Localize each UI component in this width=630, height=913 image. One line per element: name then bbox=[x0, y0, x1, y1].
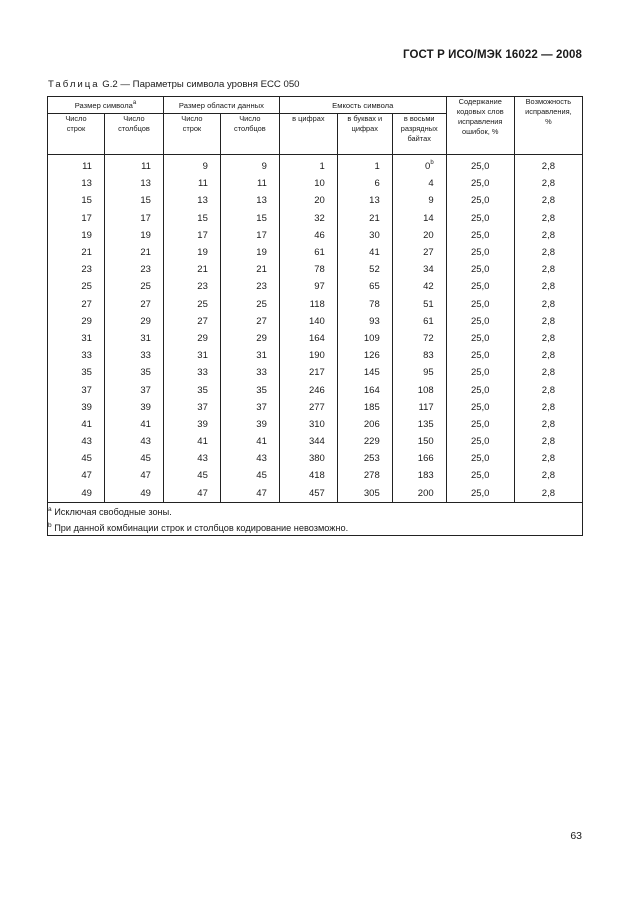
table-cell: 15 bbox=[104, 192, 163, 209]
table-cell: 47 bbox=[163, 485, 220, 503]
table-row bbox=[48, 175, 583, 192]
table-cell: 31 bbox=[163, 347, 220, 364]
table-cell: 23 bbox=[220, 278, 279, 295]
table-row bbox=[48, 210, 583, 227]
table-row bbox=[48, 227, 583, 244]
table-cell: 61 bbox=[392, 313, 446, 330]
table-cell: 2,8 bbox=[514, 364, 582, 381]
table-cell: 206 bbox=[337, 416, 392, 433]
table-cell: 33 bbox=[48, 347, 105, 364]
table-cell: 164 bbox=[337, 381, 392, 398]
table-row bbox=[48, 158, 583, 175]
table-cell: 2,8 bbox=[514, 278, 582, 295]
table-cell: 190 bbox=[279, 347, 337, 364]
table-cell: 61 bbox=[279, 244, 337, 261]
table-cell: 97 bbox=[279, 278, 337, 295]
table-cell: 277 bbox=[279, 399, 337, 416]
table-cell: 4 bbox=[392, 175, 446, 192]
table-cell: 29 bbox=[163, 330, 220, 347]
table-cell: 95 bbox=[392, 364, 446, 381]
table-cell: 17 bbox=[163, 227, 220, 244]
table-cell: 32 bbox=[279, 210, 337, 227]
table-cell: 25,0 bbox=[446, 192, 514, 209]
table-cell: 380 bbox=[279, 450, 337, 467]
table-cell: 49 bbox=[48, 485, 105, 503]
table-cell: 15 bbox=[163, 210, 220, 227]
table-cell: 39 bbox=[104, 399, 163, 416]
table-cell: 47 bbox=[104, 467, 163, 484]
table-cell: 25,0 bbox=[446, 261, 514, 278]
table-cell: 164 bbox=[279, 330, 337, 347]
table-caption bbox=[48, 79, 300, 90]
table-cell: 25,0 bbox=[446, 347, 514, 364]
table-cell: 37 bbox=[220, 399, 279, 416]
table-cell: 2,8 bbox=[514, 433, 582, 450]
table-cell: 25,0 bbox=[446, 450, 514, 467]
table-cell: 229 bbox=[337, 433, 392, 450]
table-cell: 185 bbox=[337, 399, 392, 416]
table-cell: 25,0 bbox=[446, 244, 514, 261]
table-cell: 25,0 bbox=[446, 330, 514, 347]
table-cell: 344 bbox=[279, 433, 337, 450]
table-cell: 2,8 bbox=[514, 485, 582, 503]
table-cell: 1 bbox=[279, 158, 337, 175]
header-bytes: в восьми разрядных байтах bbox=[392, 114, 446, 155]
table-cell: 51 bbox=[392, 296, 446, 313]
table-cell: 35 bbox=[48, 364, 105, 381]
header-capacity: Емкость символа bbox=[279, 97, 446, 114]
table-cell: 140 bbox=[279, 313, 337, 330]
table-cell: 45 bbox=[104, 450, 163, 467]
table-cell: 25 bbox=[104, 278, 163, 295]
table-cell: 39 bbox=[220, 416, 279, 433]
table-cell: 17 bbox=[48, 210, 105, 227]
table-cell: 305 bbox=[337, 485, 392, 503]
table-cell: 19 bbox=[220, 244, 279, 261]
header-data-cols: Число столбцов bbox=[220, 114, 279, 155]
table-row bbox=[48, 261, 583, 278]
table-cell: 278 bbox=[337, 467, 392, 484]
table-cell: 49 bbox=[104, 485, 163, 503]
table-cell: 2,8 bbox=[514, 467, 582, 484]
table-cell: 31 bbox=[104, 330, 163, 347]
table-cell: 83 bbox=[392, 347, 446, 364]
table-row bbox=[48, 485, 583, 503]
table-cell: 33 bbox=[163, 364, 220, 381]
table-cell: 13 bbox=[163, 192, 220, 209]
table-cell: 13 bbox=[337, 192, 392, 209]
header-symbol-size: Размер символа$^a$ bbox=[48, 97, 164, 114]
table-row bbox=[48, 192, 583, 209]
table-cell: 21 bbox=[48, 244, 105, 261]
table-cell: 2,8 bbox=[514, 210, 582, 227]
table-cell: 47 bbox=[48, 467, 105, 484]
table-cell: 2,8 bbox=[514, 296, 582, 313]
table-cell: 135 bbox=[392, 416, 446, 433]
table-row bbox=[48, 381, 583, 398]
table-cell: 29 bbox=[220, 330, 279, 347]
table-cell: 418 bbox=[279, 467, 337, 484]
table-cell: 41 bbox=[220, 433, 279, 450]
header-digits: в цифрах bbox=[279, 114, 337, 155]
table-cell: 17 bbox=[220, 227, 279, 244]
table-cell: 23 bbox=[48, 261, 105, 278]
table-cell: 31 bbox=[48, 330, 105, 347]
table-cell: 2,8 bbox=[514, 347, 582, 364]
page-number: 63 bbox=[570, 830, 582, 842]
table-cell: 30 bbox=[337, 227, 392, 244]
table-cell: 11 bbox=[104, 158, 163, 175]
table-cell: 108 bbox=[392, 381, 446, 398]
table-cell: 25 bbox=[163, 296, 220, 313]
table-row bbox=[48, 416, 583, 433]
table-cell: 20 bbox=[392, 227, 446, 244]
table-cell: 23 bbox=[104, 261, 163, 278]
header-cols: Число столбцов bbox=[104, 114, 163, 155]
table-row bbox=[48, 467, 583, 484]
table-row bbox=[48, 399, 583, 416]
table-cell: 19 bbox=[163, 244, 220, 261]
table-cell: 41 bbox=[104, 416, 163, 433]
table-cell: 0$^b$ bbox=[392, 158, 446, 175]
table-cell: 25,0 bbox=[446, 399, 514, 416]
table-cell: 25,0 bbox=[446, 227, 514, 244]
table-cell: 2,8 bbox=[514, 450, 582, 467]
table-cell: 43 bbox=[220, 450, 279, 467]
footnote-mark: b bbox=[430, 160, 434, 167]
table-cell: 23 bbox=[163, 278, 220, 295]
parameters-table bbox=[47, 96, 583, 536]
table-cell: 25,0 bbox=[446, 175, 514, 192]
table-row bbox=[48, 278, 583, 295]
table-cell: 457 bbox=[279, 485, 337, 503]
table-cell: 13 bbox=[220, 192, 279, 209]
table-cell: 45 bbox=[220, 467, 279, 484]
caption-title: G.2 — Параметры символа уровня ЕСС 050 bbox=[102, 79, 300, 90]
table-row bbox=[48, 433, 583, 450]
table-cell: 117 bbox=[392, 399, 446, 416]
table-cell: 9 bbox=[220, 158, 279, 175]
table-cell: 14 bbox=[392, 210, 446, 227]
table-cell: 126 bbox=[337, 347, 392, 364]
table-cell: 13 bbox=[48, 175, 105, 192]
table-cell: 33 bbox=[220, 364, 279, 381]
table-cell: 2,8 bbox=[514, 381, 582, 398]
table-cell: 2,8 bbox=[514, 227, 582, 244]
table-row bbox=[48, 244, 583, 261]
table-cell: 37 bbox=[163, 399, 220, 416]
document-header: ГОСТ Р ИСО/МЭК 16022 — 2008 bbox=[403, 49, 582, 61]
table-cell: 21 bbox=[163, 261, 220, 278]
table-cell: 43 bbox=[48, 433, 105, 450]
table-cell: 2,8 bbox=[514, 313, 582, 330]
table-cell: 21 bbox=[337, 210, 392, 227]
table-cell: 200 bbox=[392, 485, 446, 503]
table-cell: 21 bbox=[104, 244, 163, 261]
table-cell: 52 bbox=[337, 261, 392, 278]
table-cell: 93 bbox=[337, 313, 392, 330]
table-cell: 25,0 bbox=[446, 433, 514, 450]
table-notes bbox=[48, 502, 583, 535]
table-cell: 13 bbox=[104, 175, 163, 192]
table-cell: 145 bbox=[337, 364, 392, 381]
table-cell: 2,8 bbox=[514, 399, 582, 416]
table-cell: 65 bbox=[337, 278, 392, 295]
table-cell: 35 bbox=[163, 381, 220, 398]
table-cell: 25,0 bbox=[446, 381, 514, 398]
table-cell: 34 bbox=[392, 261, 446, 278]
table-cell: 39 bbox=[163, 416, 220, 433]
table-cell: 2,8 bbox=[514, 244, 582, 261]
table-cell: 166 bbox=[392, 450, 446, 467]
table-cell: 43 bbox=[163, 450, 220, 467]
table-cell: 118 bbox=[279, 296, 337, 313]
table-cell: 25,0 bbox=[446, 313, 514, 330]
table-cell: 15 bbox=[220, 210, 279, 227]
table-row bbox=[48, 347, 583, 364]
table-cell: 25,0 bbox=[446, 364, 514, 381]
table-cell: 25,0 bbox=[446, 467, 514, 484]
table-cell: 35 bbox=[220, 381, 279, 398]
table-cell: 11 bbox=[163, 175, 220, 192]
header-letters-digits: в буквах и цифрах bbox=[337, 114, 392, 155]
table-cell: 10 bbox=[279, 175, 337, 192]
table-row bbox=[48, 450, 583, 467]
header-correction: Возможность исправления, % bbox=[514, 97, 582, 155]
table-cell: 253 bbox=[337, 450, 392, 467]
header-codewords: Содержание кодовых слов исправления ошибок, % bbox=[446, 97, 514, 155]
note-a: $^a$ Исключая свободные зоны. bbox=[48, 505, 172, 517]
table-cell: 17 bbox=[104, 210, 163, 227]
table-row bbox=[48, 364, 583, 381]
table-cell: 27 bbox=[220, 313, 279, 330]
table-cell: 25,0 bbox=[446, 210, 514, 227]
table-cell: 42 bbox=[392, 278, 446, 295]
header-data-area-size: Размер области данных bbox=[163, 97, 279, 114]
table-cell: 25,0 bbox=[446, 416, 514, 433]
table-cell: 29 bbox=[48, 313, 105, 330]
table-cell: 27 bbox=[104, 296, 163, 313]
table-cell: 1 bbox=[337, 158, 392, 175]
table-cell: 37 bbox=[48, 381, 105, 398]
table-cell: 25,0 bbox=[446, 278, 514, 295]
table-cell: 183 bbox=[392, 467, 446, 484]
table-cell: 21 bbox=[220, 261, 279, 278]
caption-label: Таблица bbox=[48, 79, 100, 90]
table-cell: 109 bbox=[337, 330, 392, 347]
table-cell: 2,8 bbox=[514, 330, 582, 347]
table-cell: 217 bbox=[279, 364, 337, 381]
table-cell: 25,0 bbox=[446, 158, 514, 175]
table-cell: 27 bbox=[392, 244, 446, 261]
table-cell: 150 bbox=[392, 433, 446, 450]
table-cell: 45 bbox=[163, 467, 220, 484]
table-cell: 246 bbox=[279, 381, 337, 398]
table-cell: 25,0 bbox=[446, 296, 514, 313]
table-cell: 37 bbox=[104, 381, 163, 398]
table-cell: 31 bbox=[220, 347, 279, 364]
table-cell: 6 bbox=[337, 175, 392, 192]
table-cell: 25,0 bbox=[446, 485, 514, 503]
table-cell: 78 bbox=[337, 296, 392, 313]
table-cell: 41 bbox=[163, 433, 220, 450]
table-cell: 15 bbox=[48, 192, 105, 209]
table-cell: 25 bbox=[48, 278, 105, 295]
table-cell: 2,8 bbox=[514, 158, 582, 175]
table-cell: 19 bbox=[48, 227, 105, 244]
table-cell: 33 bbox=[104, 347, 163, 364]
note-b: $^b$ При данной комбинации строк и столбцов кодирование невозможно. bbox=[48, 521, 349, 533]
table-cell: 2,8 bbox=[514, 192, 582, 209]
table-cell: 43 bbox=[104, 433, 163, 450]
table-cell: 25 bbox=[220, 296, 279, 313]
table-cell: 47 bbox=[220, 485, 279, 503]
table-cell: 310 bbox=[279, 416, 337, 433]
table-cell: 9 bbox=[392, 192, 446, 209]
table-cell: 27 bbox=[163, 313, 220, 330]
table-cell: 46 bbox=[279, 227, 337, 244]
table-cell: 78 bbox=[279, 261, 337, 278]
table-cell: 2,8 bbox=[514, 416, 582, 433]
table-row bbox=[48, 330, 583, 347]
table-cell: 2,8 bbox=[514, 261, 582, 278]
table-cell: 2,8 bbox=[514, 175, 582, 192]
table-cell: 11 bbox=[48, 158, 105, 175]
table-row bbox=[48, 313, 583, 330]
table-cell: 41 bbox=[48, 416, 105, 433]
table-cell: 11 bbox=[220, 175, 279, 192]
table-cell: 27 bbox=[48, 296, 105, 313]
header-data-rows: Число строк bbox=[163, 114, 220, 155]
table-cell: 72 bbox=[392, 330, 446, 347]
table-cell: 19 bbox=[104, 227, 163, 244]
table-row bbox=[48, 296, 583, 313]
table-cell: 9 bbox=[163, 158, 220, 175]
header-rows: Число строк bbox=[48, 114, 105, 155]
table-cell: 41 bbox=[337, 244, 392, 261]
table-cell: 20 bbox=[279, 192, 337, 209]
table-cell: 39 bbox=[48, 399, 105, 416]
table-cell: 35 bbox=[104, 364, 163, 381]
table-cell: 29 bbox=[104, 313, 163, 330]
table-cell: 45 bbox=[48, 450, 105, 467]
